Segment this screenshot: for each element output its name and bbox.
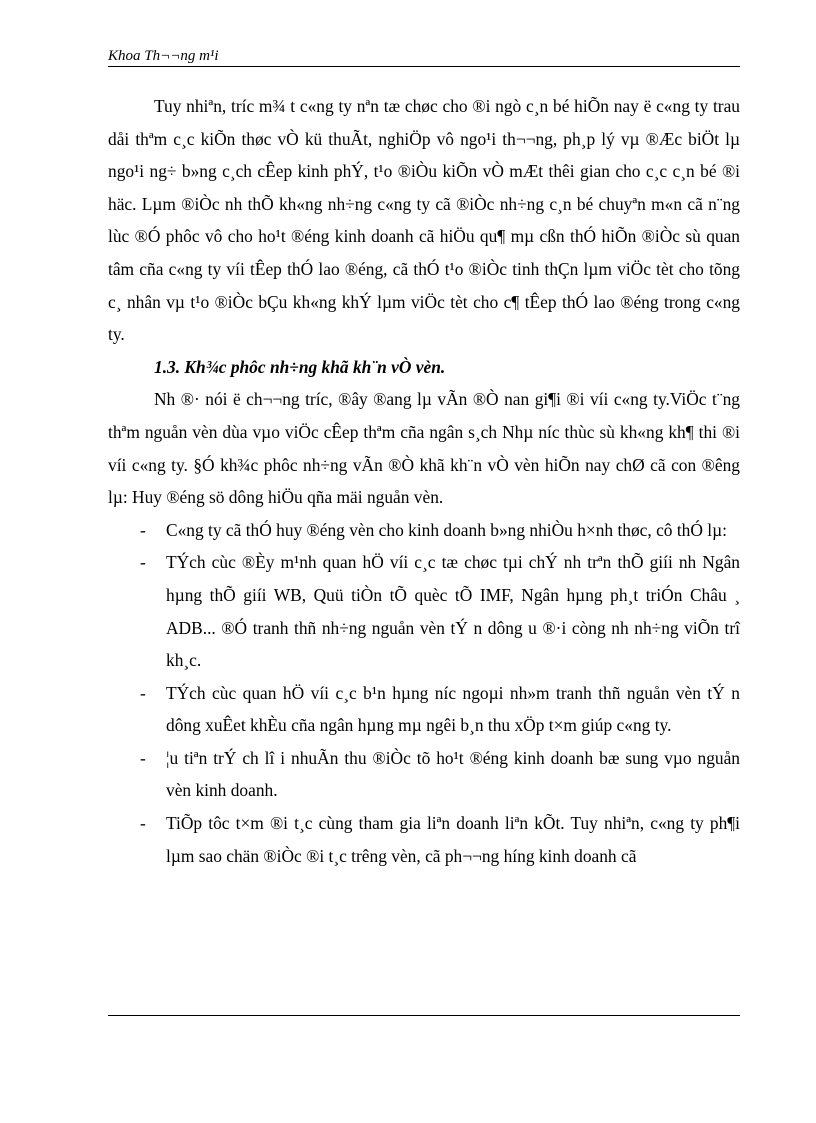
footer-rule [108, 1015, 740, 1016]
bullet-list [108, 514, 740, 873]
list-item-text: TÝch cùc ®Èy m¹nh quan hÖ víi c¸c tæ chøc tµi chÝ nh trªn thÕ giíi nh Ngân hµng thÕ giíi WB, Quü tiÒn tÕ quèc tÕ IMF, Ngân hµng ph¸t triÓn Châu ¸ ADB... ®Ó tranh thñ nh÷ng nguån vèn tÝ n dông u ®·i còng nh nh÷ng viÕn trî kh¸c. [166, 552, 740, 671]
list-item [108, 677, 740, 742]
dash-marker: - [140, 682, 146, 703]
dash-marker: - [140, 747, 146, 768]
list-item-text: ¦u tiªn trÝ ch lî i nhuÃn thu ®iÒc tõ ho¹t ®éng kinh doanh bæ sung vµo nguån vèn kinh doanh. [166, 747, 740, 801]
paragraph-section: Nh ®· nói ë ch¬¬ng tríc, ®ây ®ang lµ vÃn ®Ò nan gi¶i ®i víi c«ng ty.ViÖc t¨ng thªm nguån vèn dùa vµo viÖc cÊep thªm cña ngân s¸ch Nhµ níc thùc sù kh«ng kh¶ thi ®i víi c«ng ty. §Ó kh¾c phôc nh÷ng vÃn ®Ò khã kh¨n vÒ vèn hiÕn nay chØ cã con ®êng lµ: Huy ®éng sö dông hiÖu qña mäi nguån vèn. [108, 389, 740, 508]
dash-marker: - [140, 519, 146, 540]
list-item [108, 742, 740, 807]
paragraph-intro: Tuy nhiªn, tríc m¾ t c«ng ty nªn tæ chøc cho ®i ngò c¸n bé hiÕn nay ë c«ng ty trau dåi thªm c¸c kiÕn thøc vÒ kü thuÃt, nghiÖp vô ngo¹i th¬¬ng, ph¸p lý vµ ®Æc biÖt lµ ngo¹i ng÷ b»ng c¸ch cÊep kinh phÝ, t¹o ®iÒu kiÕn vÒ mÆt thêi gian cho c¸c c¸n bé ®i häc. Lµm ®iÒc nh thÕ kh«ng nh÷ng c«ng ty cã ®iÒc nh÷ng c¸n bé chuyªn m«n cã n¨ng lùc ®Ó phôc vô cho ho¹t ®éng kinh doanh cã hiÖu qu¶ mµ cßn thÓ hiÕn ®iÒc sù quan tâm cña c«ng ty víi tÊep thÓ lao ®éng, cã thÓ t¹o ®iÒc tinh thÇn lµm viÖc tèt cho tõng c¸ nhân vµ t¹o ®iÒc bÇu kh«ng khÝ lµm viÖc tèt cho c¶ tÊep thÓ lao ®éng trong c«ng ty. [108, 96, 740, 345]
list-item-text: C«ng ty cã thÓ huy ®éng vèn cho kinh doanh b»ng nhiÒu h×nh thøc, cô thÓ lµ: [166, 519, 727, 540]
page-header-title: Khoa Th¬¬ng m¹i [108, 48, 219, 64]
document-body [108, 90, 740, 872]
list-item [108, 807, 740, 872]
list-item [108, 546, 740, 676]
list-item-text: TÝch cùc quan hÖ víi c¸c b¹n hµng níc ngoµi nh»m tranh thñ nguån vèn tÝ n dông xuÊet khÈu cña ngân hµng mµ ngêi b¸n thu xÖp t×m giúp c«ng ty. [166, 682, 740, 736]
list-item-text: TiÕp tôc t×m ®i t¸c cùng tham gia liªn doanh liªn kÕt. Tuy nhiªn, c«ng ty ph¶i lµm sao chän ®iÒc ®i t¸c trêng vèn, cã ph¬¬ng híng kinh doanh cã [166, 813, 740, 866]
dash-marker: - [140, 813, 146, 834]
header-rule [108, 66, 740, 67]
section-heading: 1.3. Kh¾c phôc nh÷ng khã kh¨n vÒ vèn. [154, 356, 446, 377]
list-item [108, 514, 740, 547]
dash-marker: - [140, 552, 146, 573]
